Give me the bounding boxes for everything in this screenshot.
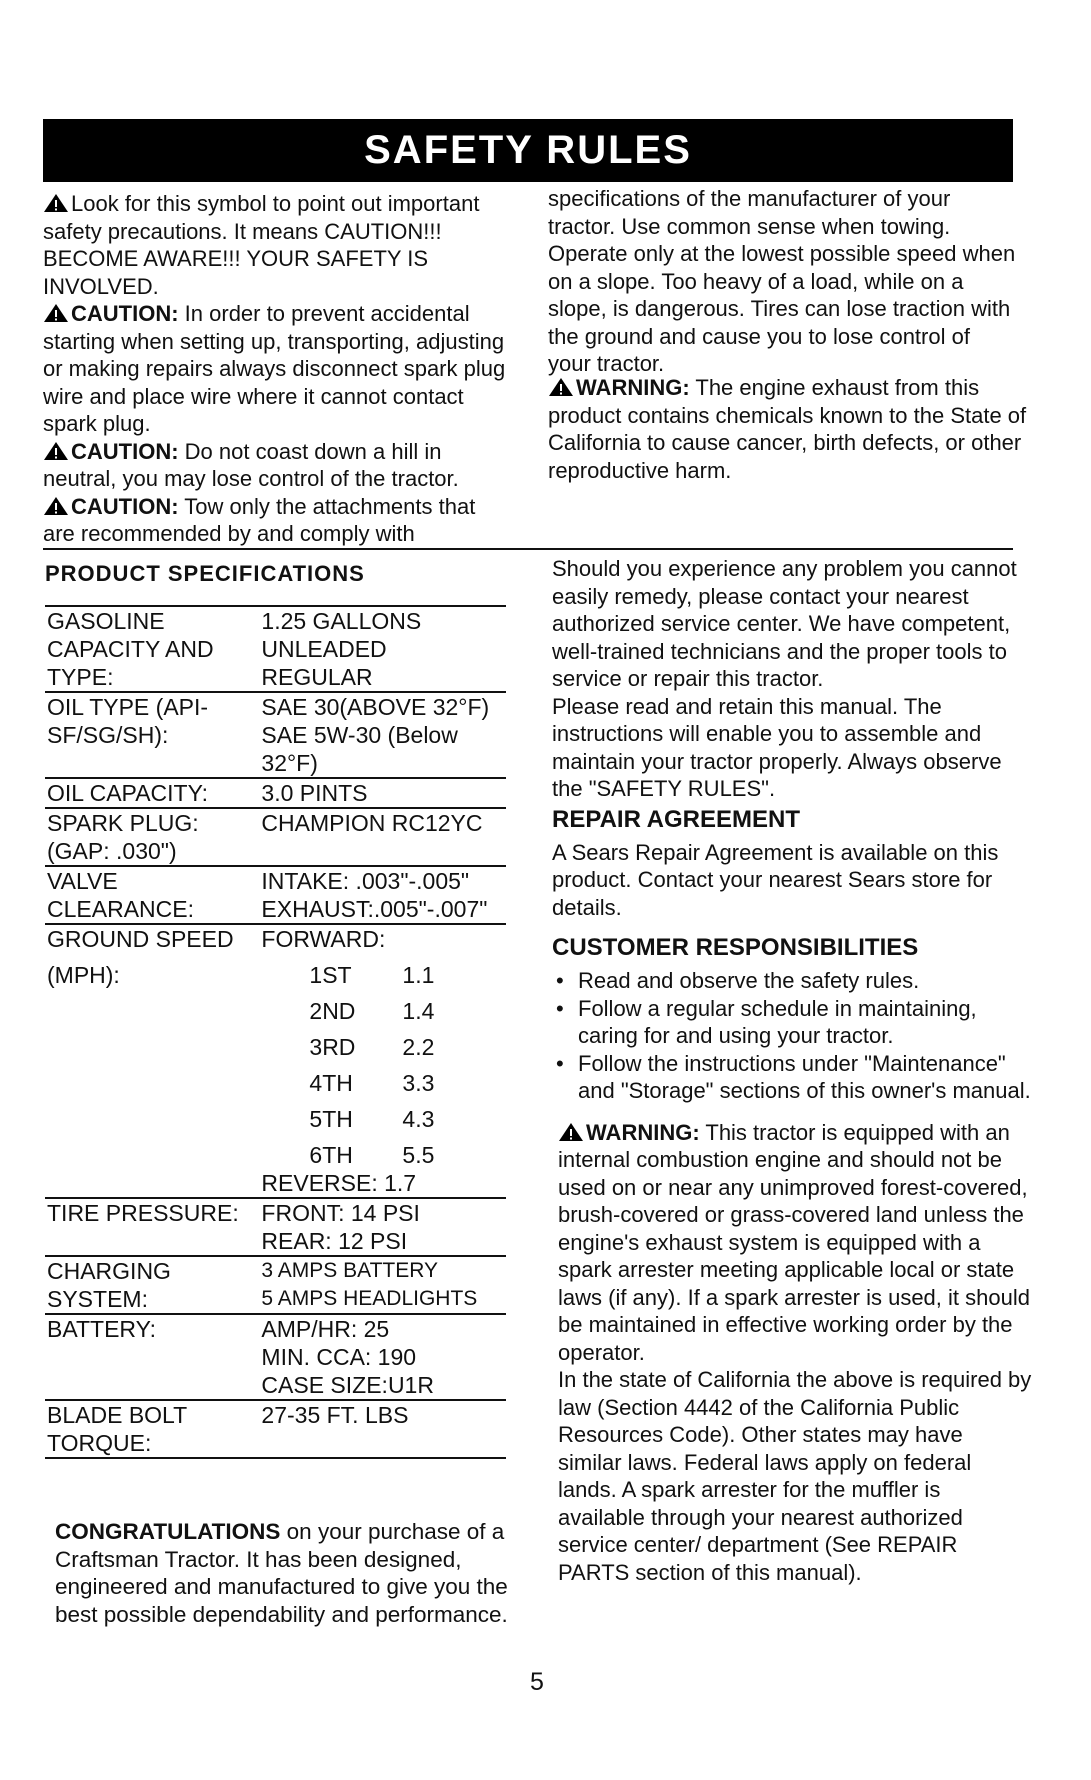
spec-key: OIL TYPE (API-SF/SG/SH): xyxy=(45,692,259,778)
spec-key: CHARGING SYSTEM: xyxy=(45,1256,259,1314)
repair-agreement-heading: REPAIR AGREEMENT xyxy=(552,805,801,833)
spec-row-battery xyxy=(45,1314,506,1400)
spec-value: SAE 30(ABOVE 32°F) SAE 5W-30 (Below 32°F) xyxy=(259,692,506,778)
safety-left xyxy=(43,190,513,549)
battery-amphr: AMP/HR: 25 xyxy=(261,1316,390,1342)
warning-triangle-icon xyxy=(43,496,69,516)
spec-value xyxy=(259,1256,506,1314)
spec-row-charging xyxy=(45,1256,506,1314)
spec-row-oilcap xyxy=(45,778,506,808)
warning-cancer: WARNING: The engine exhaust from this product contains chemicals known to the State of California to cause cancer, birth defects, or other reproductive harm. xyxy=(548,375,1027,483)
safety-intro: Look for this symbol to point out important safety precautions. It means CAUTION!!! BECOME AWARE!!! YOUR SAFETY IS INVOLVED. xyxy=(43,191,480,299)
battery-case: CASE SIZE:U1R xyxy=(261,1372,434,1398)
spec-row-ground-speed xyxy=(45,924,506,1198)
spec-key: VALVE CLEARANCE: xyxy=(45,866,259,924)
tire-front: FRONT: 14 PSI xyxy=(261,1200,420,1226)
reverse-speed: REVERSE: 1.7 xyxy=(261,1170,417,1196)
charging-headlights: 5 AMPS HEADLIGHTS xyxy=(261,1287,478,1310)
spec-key: BATTERY: xyxy=(45,1314,259,1400)
right-column xyxy=(552,555,1032,1586)
gear-row: 2ND 1.4 xyxy=(309,998,435,1024)
warning-triangle-icon xyxy=(558,1122,584,1142)
manual-paragraph: Please read and retain this manual. The instructions will enable you to assemble and maintain your tractor properly. Always observe the "SAFETY RULES". xyxy=(552,693,1002,801)
warning-triangle-icon xyxy=(43,441,69,461)
gear-row: 4TH 3.3 xyxy=(309,1070,435,1096)
tire-rear: REAR: 12 PSI xyxy=(261,1228,408,1254)
spec-value xyxy=(259,924,506,1198)
spec-value: 3.0 PINTS xyxy=(259,778,506,808)
warning-triangle-icon xyxy=(43,193,69,213)
battery-cca: MIN. CCA: 190 xyxy=(261,1344,417,1370)
list-item: • Follow a regular schedule in maintaining, caring for and using your tractor. xyxy=(578,995,1032,1050)
customer-responsibilities-heading: CUSTOMER RESPONSIBILITIES xyxy=(552,934,919,961)
spec-row-oiltype xyxy=(45,692,506,778)
gear-row: 5TH 4.3 xyxy=(309,1106,435,1132)
caution-setup: CAUTION: In order to prevent accidental starting when setting up, transporting, adjusting or making repairs always disconnect spark plug wire and place wire where it cannot contact spark plug. xyxy=(43,301,506,436)
charging-battery: 3 AMPS BATTERY xyxy=(261,1259,439,1282)
spec-row-gasoline xyxy=(45,606,506,692)
warning-spark-arrester: WARNING: This tractor is equipped with an internal combustion engine and should not be used on or near any unimproved forest-covered, brush-covered or grass-covered land unless the engine's exhaust system is equipped with a spark arrester meeting applicable local or state laws (if any). If a spark arrester is used, it should be maintained in effective working order by the operator. In the state of California the above is required by law (Section 4442 of the California Public Resources Code). Other states may have similar laws. Federal laws apply on federal lands. A spark arrester for the muffler is available through your nearest authorized service center/ department (See REPAIR PARTS section of this manual). xyxy=(558,1119,1032,1585)
forward-label: FORWARD: xyxy=(261,926,386,952)
spec-row-valve xyxy=(45,866,506,924)
gear-row: 3RD 2.2 xyxy=(309,1034,435,1060)
spec-value xyxy=(259,866,506,924)
spec-value: CHAMPION RC12YC xyxy=(259,808,506,866)
spec-key: TIRE PRESSURE: xyxy=(45,1198,259,1256)
page-title: SAFETY RULES xyxy=(43,119,1013,182)
specs-table xyxy=(45,605,506,1459)
spec-value xyxy=(259,1314,506,1400)
spec-row-blade xyxy=(45,1400,506,1458)
section-divider xyxy=(43,548,1013,550)
safety-right xyxy=(548,186,1028,484)
valve-intake: INTAKE: .003"-.005" xyxy=(261,868,470,894)
list-item: • Follow the instructions under "Maintenance" and "Storage" sections of this owner's manual. xyxy=(578,1050,1032,1105)
spec-value xyxy=(259,1198,506,1256)
spec-row-spark xyxy=(45,808,506,866)
spec-key: BLADE BOLT TORQUE: xyxy=(45,1400,259,1458)
warning-triangle-icon xyxy=(43,303,69,323)
spec-key: GASOLINE CAPACITY AND TYPE: xyxy=(45,606,259,692)
page-number: 5 xyxy=(530,1668,544,1696)
specs-heading: PRODUCT SPECIFICATIONS xyxy=(45,561,365,586)
list-item: • Read and observe the safety rules. xyxy=(578,967,1032,995)
spec-key xyxy=(45,924,259,1198)
california-law-text: In the state of California the above is required by law (Section 4442 of the California Public Resources Code). Other states may have similar laws. Federal laws apply on federal lands. A spark arrester for the muffler is available through your nearest authorized service center/ department (See REPAIR PARTS section of this manual). xyxy=(558,1367,1032,1585)
repair-agreement-text: A Sears Repair Agreement is available on this product. Contact your nearest Sears store for details. xyxy=(552,839,999,920)
spec-key: OIL CAPACITY: xyxy=(45,778,259,808)
service-paragraph: Should you experience any problem you cannot easily remedy, please contact your nearest authorized service center. We have competent, well-trained technicians and the proper tools to service or repair this tractor. xyxy=(552,556,1017,691)
spec-key: SPARK PLUG: (GAP: .030") xyxy=(45,808,259,866)
ground-speed-label: GROUND SPEED xyxy=(47,926,234,952)
caution-hill: CAUTION: Do not coast down a hill in neutral, you may lose control of the tractor. xyxy=(43,438,459,491)
ground-speed-unit: (MPH): xyxy=(47,962,120,988)
tow-continued: specifications of the manufacturer of your tractor. Use common sense when towing. Operate only at the lowest possible speed when on a slope. Too heavy of a load, while on a slope, is dangerous. Tires can lose traction with the ground and cause you to lose control of your tractor. xyxy=(548,186,1016,376)
gear-row: 6TH 5.5 xyxy=(309,1142,435,1168)
responsibilities-list xyxy=(552,967,1032,1105)
congratulations: CONGRATULATIONS on your purchase of a Craftsman Tractor. It has been designed, engineered and manufactured to give you the best possible dependability and performance. xyxy=(55,1519,508,1627)
spec-value: 1.25 GALLONS UNLEADED REGULAR xyxy=(259,606,506,692)
spec-value: 27-35 FT. LBS xyxy=(259,1400,506,1458)
valve-exhaust: EXHAUST:.005"-.007" xyxy=(261,896,488,922)
gear-row: 1ST 1.1 xyxy=(309,962,435,988)
caution-tow: CAUTION: Tow only the attachments that are recommended by and comply with xyxy=(43,493,476,546)
spec-row-tire xyxy=(45,1198,506,1256)
